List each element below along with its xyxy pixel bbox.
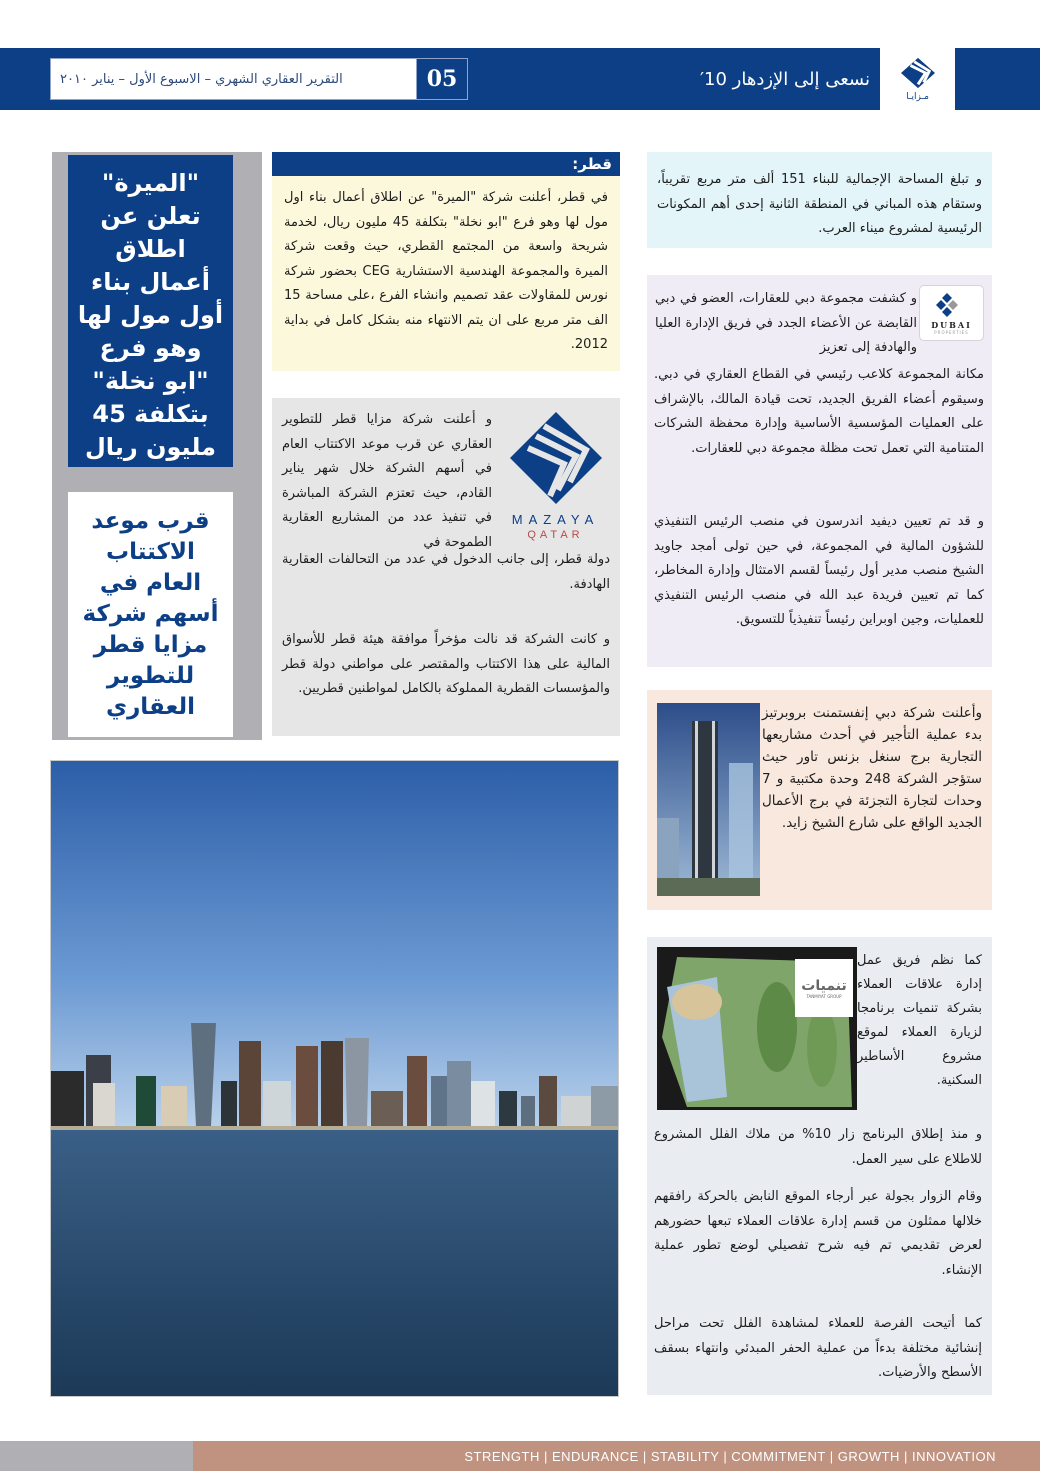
pull-quote-al-meera: "الميرة" تعلن عن اطلاق أعمال بناء أول مول لها وهو فرع "ابو نخلة" بتكلفة 45 مليون ريال: [68, 155, 233, 467]
mazaya-logo-icon: [899, 56, 937, 90]
mazaya-diamond-icon: [506, 408, 606, 508]
slogan: نسعى إلى الإزدهار 10′: [699, 68, 870, 90]
dubai-logo-word: DUBAI: [931, 319, 972, 330]
dubai-properties-article: [647, 275, 992, 667]
mazaya-para-2: و كانت الشركة قد نالت مؤخراً موافقة هيئة قطر للأسواق المالية على هذا الاكتتاب والمقتصر على مواطني دولة قطر والمؤسسات القطرية المملوكة بالكامل لمواطنين قطريين.: [282, 632, 610, 696]
logo-caption: مـزايـا: [906, 92, 929, 102]
tanmiyat-logo: [795, 959, 853, 1017]
dubai-logo-sub: PROPERTIES: [934, 329, 969, 335]
masterplan-photo: [657, 947, 857, 1110]
tanmiyat-para-1-cont: و منذ إطلاق البرنامج زار 10% من ملاك الفلل المشروع للاطلاع على سير العمل.: [654, 1127, 982, 1167]
footer-values: STRENGTH | ENDURANCE | STABILITY | COMMITMENT | GROWTH | INNOVATION: [193, 1441, 1040, 1471]
qatar-section-heading: قطر:: [272, 152, 620, 176]
dubai-investments-article: [647, 690, 992, 910]
mazaya-para-1: و أعلنت شركة مزايا قطر للتطوير العقاري عن قرب موعد الاكتتاب العام في أسهم الشركة خلال شهر يناير القادم، حيث تعتزم الشركة المباشرة في تنفيذ عدد من المشاريع العقارية الطموحة في: [282, 412, 492, 550]
tower-photo: [657, 703, 760, 896]
tanmiyat-logo-sub: TANMIYAT GROUP: [806, 993, 842, 999]
tanmiyat-para-1: كما نظم فريق عمل إدارة علاقات العملاء بشركة تنميات برنامجا لزيارة العملاء لموقع مشروع الأساطير السكنية.: [857, 953, 982, 1088]
dubai-investments-body: وأعلنت شركة دبي إنفستمنت بروبرتيز بدء عملية التأجير في أحدث مشاريعها التجارية برج سنغل بزنس تاور حيث ستؤجر الشركة 248 وحدة مكتبية و 7 وحدات لتجارة التجزئة في برج الأعمال الجديد الواقع على شارع الشيخ زايد.: [762, 705, 982, 831]
mazaya-para-1-cont: دولة قطر، إلى جانب الدخول في عدد من التحالفات العقارية الهادفة.: [282, 552, 610, 592]
dubai-properties-logo: [919, 285, 984, 341]
dubai-para-1: و كشفت مجموعة دبي للعقارات، العضو في دبي القابضة عن الأعضاء الجدد في فريق الإدارة العليا والهادفة إلى تعزيز: [655, 291, 917, 355]
mazaya-article: [272, 398, 620, 736]
tanmiyat-article: [647, 937, 992, 1395]
mina-al-arab-body: و تبلغ المساحة الإجمالية للبناء 151 ألف متر مربع تقريباً، وستقام هذه المباني في المنطقة الثانية إحدى أهم المكونات الرئيسية لمشروع ميناء العرب.: [657, 172, 982, 236]
mazaya-header-logo: [880, 48, 955, 110]
page-number: 05: [416, 58, 468, 100]
dubai-diamonds-icon: [935, 292, 969, 320]
tanmiyat-para-2: وقام الزوار بجولة عبر أرجاء الموقع النابض بالحركة رافقهم خلالها ممثلون من قسم إدارة علاقات العملاء تبعها حضورهم لعرض تقديمي تم فيه شرح تفصيلي لوضع تطور عملية الإنشاء.: [654, 1189, 982, 1278]
dubai-para-1-cont: مكانة المجموعة كلاعب رئيسي في القطاع العقاري في دبي. وسيقوم أعضاء الفريق الجديد، تحت قيادة المالك، بالإشراف على العمليات المؤسسية الأساسية وإدارة محفظة الشركات المتنامية التي تعمل تحت مظلة مجموعة دبي للعقارات.: [654, 367, 984, 456]
footer-grey-block: [0, 1441, 193, 1471]
qatar-article: [272, 176, 620, 371]
qatar-article-body: في قطر، أعلنت شركة "الميرة" عن اطلاق أعمال بناء اول مول لها وهو فرع "ابو نخلة" بتكلفة 45 مليون ريال، لخدمة شريحة واسعة من المجتمع القطري، حيث وقعت شركة الميرة والمجموعة الهندسية الاستشارية CEG بحضور شركة نورس للمقاولات عقد تصميم وانشاء الفرع ،على مساحة 15 الف متر مربع على ان يتم الانتهاء منه بشكل كامل في بداية 2012.: [284, 190, 608, 352]
mazaya-qatar-logo: [498, 408, 613, 558]
tanmiyat-logo-text: تنميات: [801, 977, 847, 994]
dubai-para-2: و قد تم تعيين ديفيد اندرسون في منصب الرئيس التنفيذي للشؤون المالية في المجموعة، في حين تولى أمجد جاويد الشيخ منصب مدير أول رئيساً لقسم الامتثال وإدارة المخاطر، كما تم تعيين فريدة عبد الله في منصب الرئيس التنفيذي للعمليات، وجين اوبراين رئيساً تنفيذياً للتسويق.: [654, 514, 984, 627]
report-title: التقرير العقاري الشهري – الاسبوع الأول – يناير ٢٠١٠: [60, 71, 343, 87]
pull-quote-mazaya-ipo: قرب موعد الاكتتاب العام في أسهم شركة مزايا قطر للتطوير العقاري: [68, 492, 233, 737]
mazaya-logo-word: MAZAYA: [511, 512, 600, 527]
mazaya-logo-country: QATAR: [527, 529, 584, 541]
mina-al-arab-article: [647, 152, 992, 248]
tanmiyat-para-3: كما أتيحت الفرصة للعملاء لمشاهدة الفلل تحت مراحل إنشائية مختلفة بدءاً من عملية الحفر المبدئي وانتهاء بسقف الأسطح والأرضيات.: [654, 1316, 982, 1380]
doha-skyline-photo: [50, 760, 619, 1397]
